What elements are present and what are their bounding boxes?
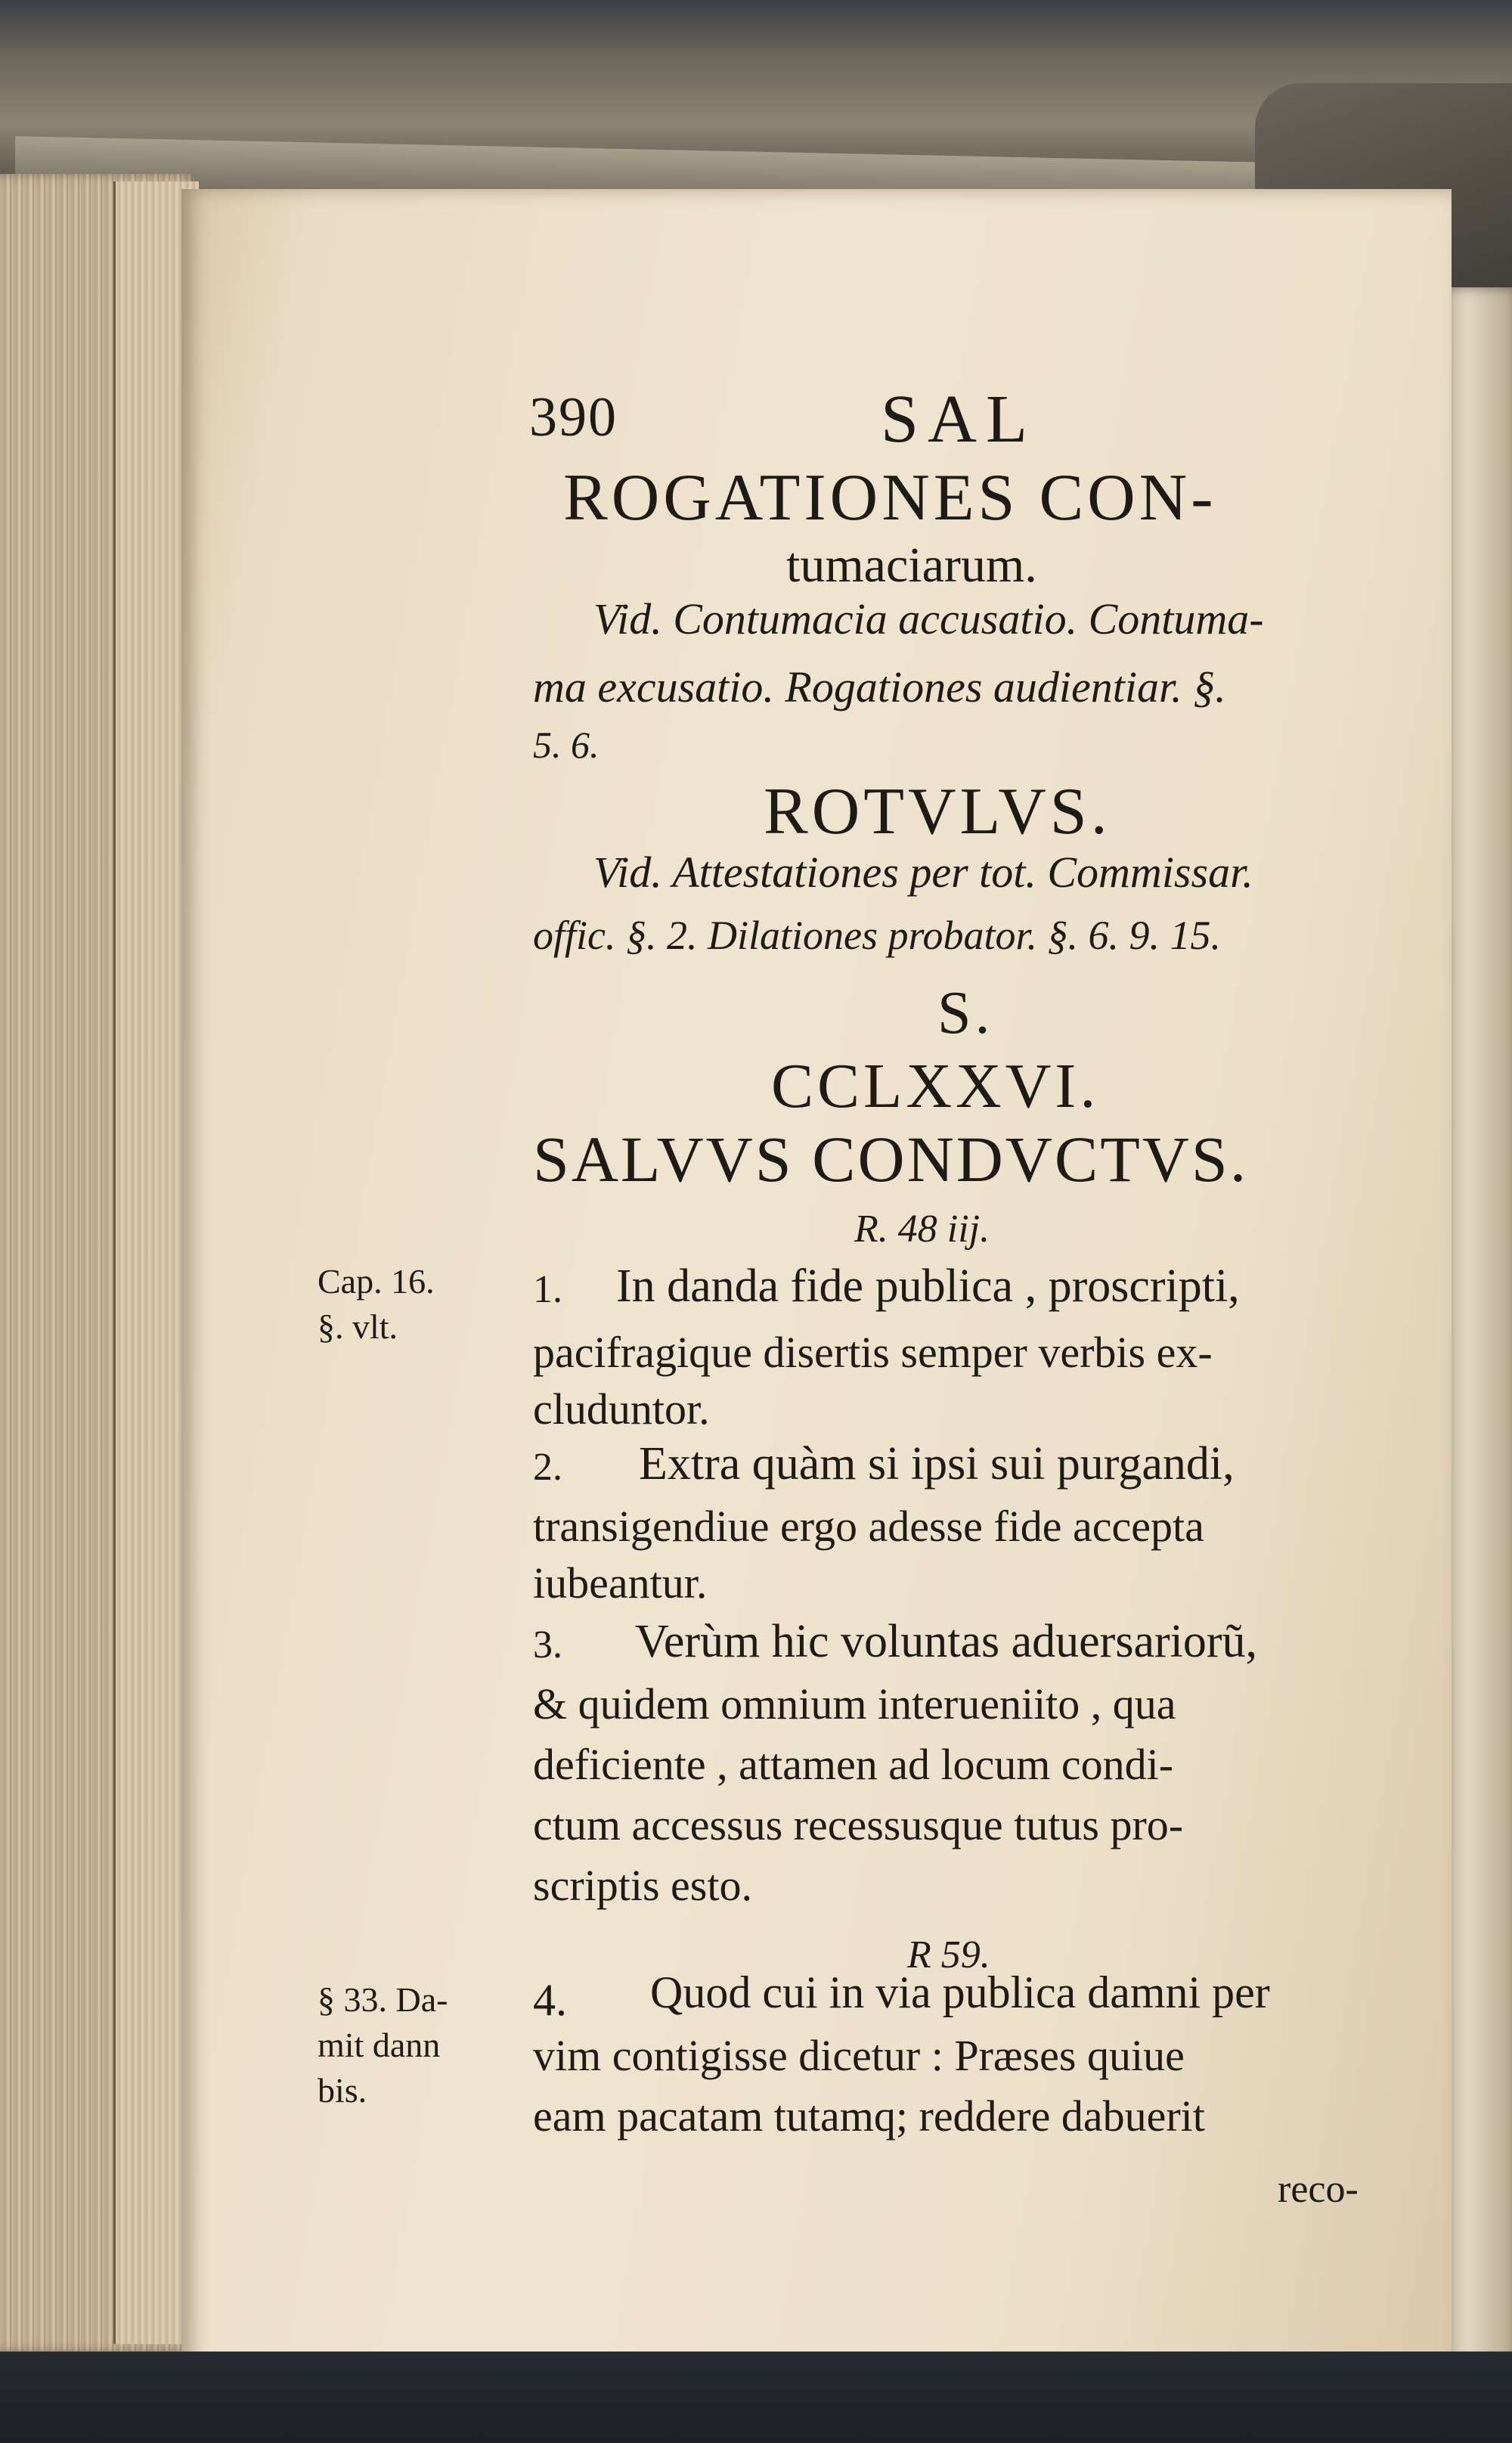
paragraph-line: Quod cui in via publica damni per: [650, 1967, 1270, 2017]
paragraph-line: In danda fide publica , proscripti,: [616, 1260, 1240, 1312]
reference-r59: R 59.: [907, 1933, 990, 1976]
entry-reference-line: Vid. Contumacia accusatio. Contuma-: [593, 594, 1264, 643]
chapter-title: SALVVS CONDVCTVS.: [533, 1123, 1249, 1195]
reference-r48: R. 48 iij.: [854, 1208, 990, 1251]
entry-heading-rotulus: ROTVLVS.: [764, 775, 1111, 848]
section-letter: S.: [937, 980, 994, 1046]
paragraph-line: cluduntor.: [533, 1384, 710, 1434]
paragraph-line: scriptis esto.: [533, 1861, 752, 1910]
entry-reference-line: Vid. Attestationes per tot. Commissar.: [593, 848, 1253, 897]
chapter-number: CCLXXVI.: [771, 1051, 1100, 1121]
margin-note-section33-line3: bis.: [318, 2071, 367, 2110]
running-head: SAL: [881, 382, 1037, 457]
margin-note-cap16-line2: §. vlt.: [318, 1307, 398, 1346]
entry-reference-line: ma excusatio. Rogationes audientiar. §.: [533, 662, 1226, 712]
margin-note-section33: § 33. Da-: [318, 1980, 448, 2019]
paragraph-line: transigendiue ergo adesse fide accepta: [533, 1502, 1204, 1551]
entry-reference-line: offic. §. 2. Dilationes probator. §. 6. 9. 15.: [533, 913, 1222, 958]
entry-heading-rogationes: ROGATIONES CON-: [563, 461, 1217, 535]
table-surface: [0, 2352, 1512, 2443]
paragraph-line: iubeantur.: [533, 1558, 708, 1607]
paragraph-line: & quidem omnium interueniito , qua: [533, 1679, 1176, 1728]
paragraph-line: ctum accessus recessusque tutus pro-: [533, 1800, 1184, 1849]
paragraph-line: Verùm hic voluntas aduersariorũ,: [635, 1616, 1257, 1667]
paragraph-line: pacifragique disertis semper verbis ex-: [533, 1328, 1213, 1377]
paragraph-number: 1.: [533, 1268, 562, 1311]
paragraph-line: deficiente , attamen ad locum condi-: [533, 1740, 1174, 1789]
margin-note-cap16: Cap. 16.: [318, 1262, 435, 1301]
paragraph-number: 2.: [533, 1446, 562, 1489]
entry-reference-line: 5. 6.: [533, 724, 600, 766]
paragraph-number: 4.: [533, 1975, 567, 2025]
paragraph-line: eam pacatam tutamq; reddere dabuerit: [533, 2091, 1205, 2141]
page-number: 390: [529, 386, 618, 448]
catchword: reco-: [1278, 2168, 1359, 2211]
margin-note-section33-line2: mit dann: [318, 2026, 441, 2064]
paragraph-line: Extra quàm si ipsi sui purgandi,: [639, 1438, 1235, 1490]
paragraph-number: 3.: [533, 1623, 562, 1666]
entry-heading-rogationes-cont: tumaciarum.: [786, 538, 1037, 593]
paragraph-line: vim contigisse dicetur : Præses quiue: [533, 2031, 1185, 2080]
